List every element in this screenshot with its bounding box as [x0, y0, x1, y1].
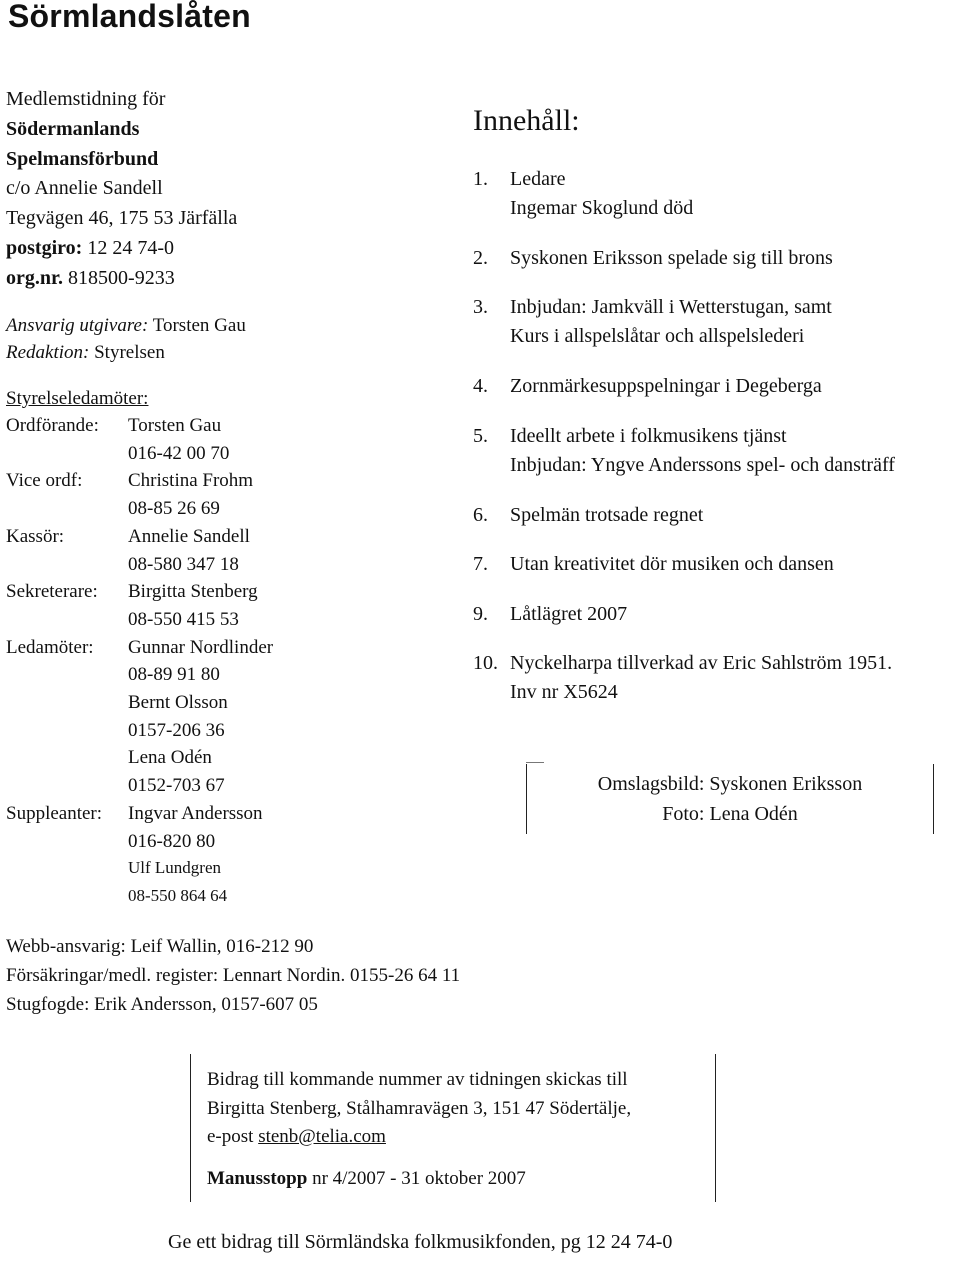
- board-value: Birgitta Stenberg: [128, 581, 258, 603]
- toc-item: [473, 165, 693, 223]
- toc-item: [473, 293, 832, 351]
- toc-item: [473, 244, 833, 273]
- toc-item-subtitle: Inbjudan: Yngve Anderssons spel- och dansträff: [510, 454, 895, 476]
- contribution-box: [190, 1054, 716, 1202]
- toc-item: [473, 550, 834, 579]
- cover-box-mark: [526, 762, 544, 763]
- toc-item-number: 7.: [473, 553, 488, 575]
- board-heading: Styrelseledamöter:: [6, 388, 149, 409]
- board-value: 08-580 347 18: [128, 553, 239, 575]
- editorial-label: Redaktion:: [6, 342, 90, 363]
- postgiro-label: postgiro:: [6, 236, 83, 259]
- board-value: 0152-703 67: [128, 775, 225, 797]
- board-value: 08-550 864 64: [128, 885, 228, 905]
- publisher-address: Tegvägen 46, 175 53 Järfälla: [6, 207, 238, 230]
- board-value: Lena Odén: [128, 747, 212, 769]
- orgnr-line: [6, 264, 237, 294]
- board-role: Ledamöter:: [6, 636, 94, 658]
- contribution-line: Bidrag till kommande nummer av tidningen skickas till: [207, 1069, 628, 1090]
- toc-item-number: 4.: [473, 375, 488, 397]
- toc-item-title: Ideellt arbete i folkmusikens tjänst: [510, 425, 787, 447]
- toc-item-title: Zornmärkesuppspelningar i Degeberga: [510, 375, 822, 397]
- toc-item: [473, 649, 892, 707]
- toc-item-number: 6.: [473, 504, 488, 526]
- email-link[interactable]: stenb@telia.com: [258, 1126, 386, 1147]
- board-value: 016-820 80: [128, 830, 216, 852]
- toc-item-subtitle: Kurs i allspelslåtar och allspelslederi: [510, 325, 805, 347]
- editorial-name: Styrelsen: [89, 342, 165, 363]
- board-value: Gunnar Nordlinder: [128, 636, 274, 658]
- stugfogde-contact: Stugfogde: Erik Andersson, 0157-607 05: [6, 994, 318, 1015]
- board-value: 016-42 00 70: [128, 442, 230, 464]
- board-value: 0157-206 36: [128, 719, 225, 741]
- publisher-block: [6, 85, 237, 294]
- orgnr-value: 818500-9233: [63, 266, 175, 289]
- toc-item-number: 2.: [473, 247, 488, 269]
- deadline-label: Manusstopp: [207, 1168, 308, 1189]
- responsible-block: [6, 312, 246, 366]
- board-value: Ingvar Andersson: [128, 802, 263, 824]
- toc-item-number: 3.: [473, 296, 488, 318]
- toc-item-title: Utan kreativitet dör musiken och dansen: [510, 553, 834, 575]
- orgnr-label: org.nr.: [6, 266, 64, 289]
- board-value: 08-550 415 53: [128, 608, 239, 630]
- postgiro-line: [6, 234, 237, 264]
- deadline-value: nr 4/2007 - 31 oktober 2007: [307, 1168, 526, 1189]
- board-value: 08-89 91 80: [128, 664, 220, 686]
- toc-item-subtitle: Inv nr X5624: [510, 681, 618, 703]
- web-contact: Webb-ansvarig: Leif Wallin, 016-212 90: [6, 936, 314, 957]
- responsible-label: Ansvarig utgivare:: [6, 315, 149, 336]
- toc-item-title: Låtlägret 2007: [510, 603, 628, 625]
- board-value: Torsten Gau: [128, 415, 222, 436]
- publisher-responsible: [6, 312, 246, 339]
- postgiro-value: 12 24 74-0: [82, 236, 174, 259]
- misc-contacts: [6, 932, 460, 1019]
- footer-note: Ge ett bidrag till Sörmländska folkmusikfonden, pg 12 24 74-0: [168, 1231, 673, 1253]
- toc-item-title: Syskonen Eriksson spelade sig till brons: [510, 247, 833, 269]
- responsible-name: Torsten Gau: [148, 315, 246, 336]
- editorial-line: [6, 339, 246, 366]
- contribution-text: [207, 1066, 631, 1152]
- board-value: Annelie Sandell: [128, 525, 250, 547]
- publisher-line: c/o Annelie Sandell: [6, 177, 163, 200]
- email-label: e-post: [207, 1126, 259, 1147]
- publisher-line: Spelmansförbund: [6, 147, 159, 170]
- insurance-contact: Försäkringar/medl. register: Lennart Nordin. 0155-26 64 11: [6, 965, 461, 986]
- board-role: Suppleanter:: [6, 802, 103, 824]
- toc-item: [473, 422, 895, 480]
- toc-item: [473, 372, 822, 401]
- contribution-email-line: [207, 1123, 631, 1152]
- cover-caption: [527, 769, 933, 829]
- toc-item-title: Spelmän trotsade regnet: [510, 504, 704, 526]
- toc-item: [473, 600, 627, 629]
- board-value: 08-85 26 69: [128, 498, 220, 520]
- toc-item-title: Ledare: [510, 168, 566, 190]
- publisher-line: Medlemstidning för: [6, 88, 166, 110]
- toc-item-number: 9.: [473, 603, 488, 625]
- deadline-line: [207, 1168, 526, 1190]
- board-role: Kassör:: [6, 525, 65, 547]
- board-role: Ordförande:: [6, 415, 99, 436]
- toc-item: [473, 501, 703, 530]
- cover-caption-box: [526, 764, 934, 834]
- page-title: Sörmlandslåten: [8, 0, 251, 34]
- toc-heading: Innehåll:: [473, 104, 580, 137]
- toc-item-title: Nyckelharpa tillverkad av Eric Sahlström 1951.: [510, 652, 893, 674]
- toc-item-title: Inbjudan: Jamkväll i Wetterstugan, samt: [510, 296, 832, 318]
- board-value: Ulf Lundgren: [128, 858, 222, 878]
- cover-title: Omslagsbild: Syskonen Eriksson: [597, 773, 863, 795]
- toc-item-number: 10.: [473, 652, 498, 674]
- board-role: Vice ordf:: [6, 470, 83, 492]
- publisher-line: Södermanlands: [6, 117, 140, 140]
- toc-item-number: 1.: [473, 168, 488, 190]
- toc-item-number: 5.: [473, 425, 488, 447]
- contribution-address: Birgitta Stenberg, Stålhamravägen 3, 151 47 Södertälje,: [207, 1097, 632, 1119]
- board-role: Sekreterare:: [6, 581, 98, 603]
- cover-photo-credit: Foto: Lena Odén: [662, 803, 798, 825]
- toc-item-subtitle: Ingemar Skoglund död: [510, 197, 694, 219]
- board-value: Bernt Olsson: [128, 692, 228, 713]
- board-value: Christina Frohm: [128, 470, 254, 492]
